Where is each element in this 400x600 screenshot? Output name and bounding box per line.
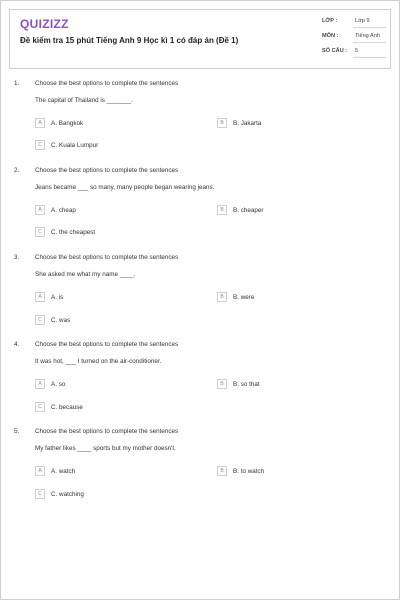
option-letter-box: C [35, 489, 45, 499]
option-text: A. Bangkok [51, 120, 84, 127]
question-sentence: It was hot, ___ I turned on the air-conditioner. [35, 358, 162, 365]
option-letter-box: C [35, 227, 45, 237]
option-text: A. is [51, 294, 64, 301]
worksheet-title: Đề kiểm tra 15 phút Tiếng Anh 9 Học kì 1 có đáp án (Đề 1) [20, 36, 239, 45]
meta-value: Lớp 9 [355, 18, 370, 24]
option-text: B. Jakarta [233, 120, 262, 127]
question-instruction: Choose the best options to complete the sentences [35, 254, 179, 261]
question-5 [1, 428, 400, 514]
meta-subject-row [322, 30, 388, 43]
meta-value: Tiếng Anh [355, 33, 380, 39]
option-letter-box: C [35, 140, 45, 150]
option-text: A. so [51, 381, 66, 388]
question-number: 3. [14, 254, 20, 261]
option-text: A. watch [51, 468, 76, 475]
option-text: B. so that [233, 381, 260, 388]
option-text: B. cheaper [233, 207, 264, 214]
option-letter-box: C [35, 315, 45, 325]
question-3 [1, 254, 400, 340]
question-number: 1. [14, 80, 20, 87]
option-text: A. cheap [51, 207, 76, 214]
meta-underline [353, 42, 386, 43]
option-text: C. was [51, 317, 71, 324]
option-letter-box: B [217, 379, 227, 389]
question-1 [1, 80, 400, 166]
question-sentence: The capital of Thailand is _______. [35, 97, 133, 104]
meta-value: 5 [355, 48, 359, 54]
question-sentence: She asked me what my name ____. [35, 271, 136, 278]
question-4 [1, 341, 400, 427]
option-letter-box: C [35, 402, 45, 412]
meta-underline [353, 57, 386, 58]
option-letter-box: A [35, 205, 45, 215]
meta-count-row [322, 45, 388, 58]
question-instruction: Choose the best options to complete the sentences [35, 341, 179, 348]
option-letter-box: A [35, 379, 45, 389]
meta-label: MÔN : [322, 33, 339, 39]
option-text: C. because [51, 404, 83, 411]
option-letter-box: A [35, 118, 45, 128]
question-number: 5. [14, 428, 20, 435]
option-letter-box: B [217, 118, 227, 128]
question-instruction: Choose the best options to complete the sentences [35, 167, 179, 174]
option-text: B. to watch [233, 468, 265, 475]
question-number: 2. [14, 167, 20, 174]
quizizz-logo: QUIZIZZ [20, 17, 69, 31]
option-letter-box: B [217, 292, 227, 302]
meta-underline [353, 27, 386, 28]
option-letter-box: A [35, 292, 45, 302]
question-number: 4. [14, 341, 20, 348]
question-instruction: Choose the best options to complete the sentences [35, 80, 179, 87]
meta-class-row [322, 15, 388, 28]
option-text: C. the cheapest [51, 229, 96, 236]
option-text: B. were [233, 294, 255, 301]
option-letter-box: A [35, 466, 45, 476]
option-text: C. Kuala Lumpur [51, 142, 99, 149]
option-letter-box: B [217, 205, 227, 215]
question-sentence: My father likes ____ sports but my mother doesn't. [35, 445, 176, 452]
question-instruction: Choose the best options to complete the sentences [35, 428, 179, 435]
worksheet-header [9, 9, 391, 69]
question-sentence: Jeans became ___ so many, many people began wearing jeans. [35, 184, 215, 191]
option-letter-box: B [217, 466, 227, 476]
question-2 [1, 167, 400, 253]
meta-label: LỚP : [322, 18, 338, 24]
option-text: C. watching [51, 491, 84, 498]
meta-label: SỐ CÂU : [322, 48, 348, 54]
